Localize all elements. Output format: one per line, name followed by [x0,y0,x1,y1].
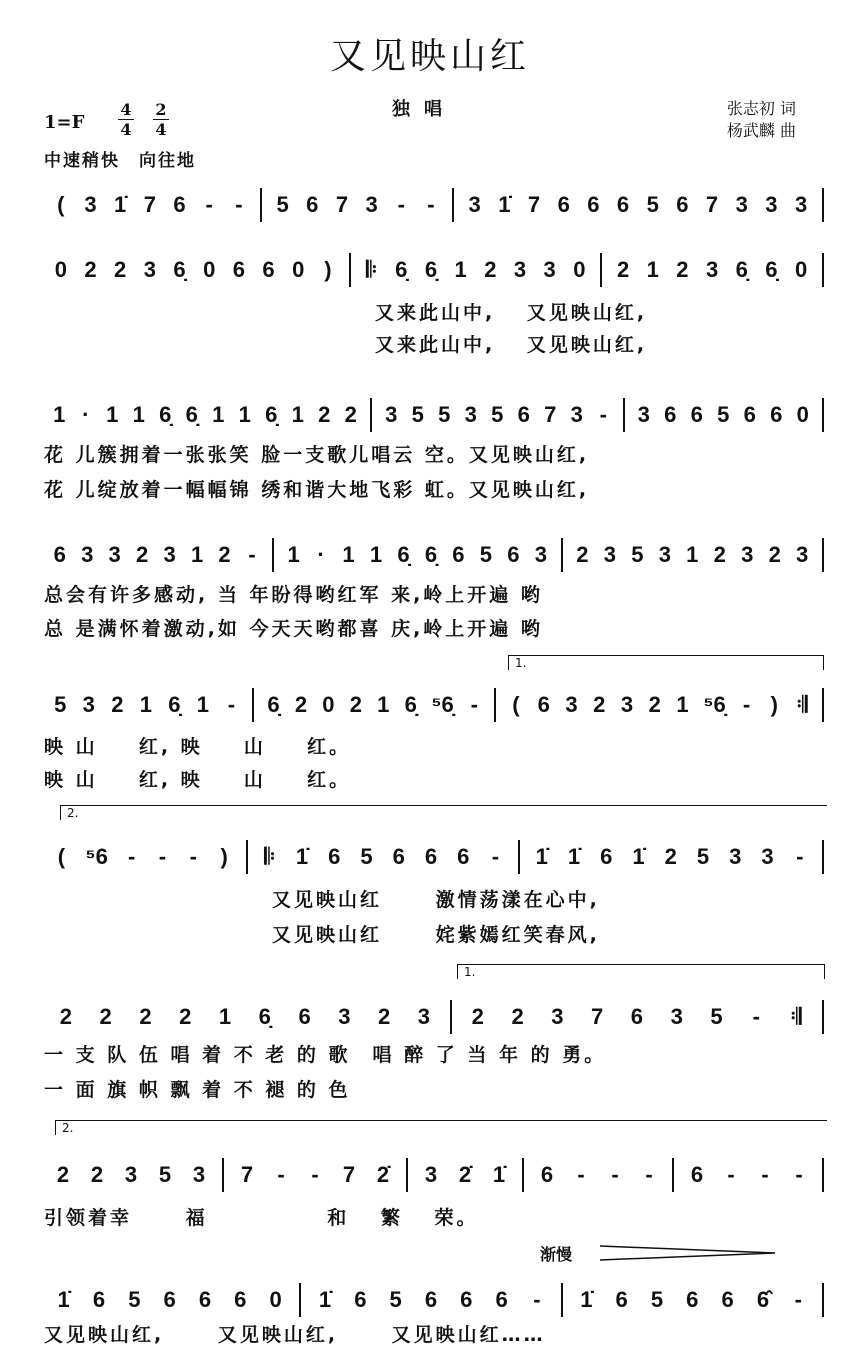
note: 3 [385,402,398,427]
note: 6 [557,192,570,217]
note: 3 [765,192,778,217]
note: 3 [464,402,477,427]
note: 2 [471,1004,484,1029]
note: 0 [269,1287,282,1312]
note: 2 [576,542,589,567]
note: - [794,1287,802,1312]
note: ⁵6 [85,844,108,869]
note: 3 [192,1162,206,1187]
note: · [317,542,325,567]
note: 1 [686,542,699,567]
note: ⁵6̣ [431,692,454,717]
note: 3 [82,692,95,717]
note: 6 [600,844,613,869]
note: 0 [573,257,586,282]
note: 6 [457,844,470,869]
score-system [40,1283,824,1317]
note: 1 [454,257,467,282]
note: 3 [761,844,774,869]
note: - [397,192,405,217]
note: 2 [484,257,497,282]
note: 2 [713,542,726,567]
measure [496,688,824,722]
volta-1: 1. [457,964,825,979]
note: 𝄇 [790,1004,802,1029]
note: 7 [544,402,557,427]
note: 3 [84,192,97,217]
song-title: 又见映山红 [329,36,530,77]
note: - [796,844,804,869]
time-denominator: 4 [120,120,132,139]
note: 6 [424,844,438,869]
lyric-line: 又来此山中, 又见映山红, [375,302,648,324]
score-system [40,538,824,572]
note: 2 [84,257,97,282]
measure [40,1283,301,1317]
note: 6̣ [173,257,186,282]
note: 1 [238,402,251,427]
note: 1̇ [632,844,645,869]
note: 1 [218,1004,232,1029]
note: 5 [276,192,289,217]
note: 3 [124,1162,138,1187]
note: - [727,1162,735,1187]
note: - [311,1162,319,1187]
lyric-line: 花 儿绽放着一幅幅锦 绣和谐大地飞彩 虹。又见映山红, [44,479,590,501]
note: 6 [163,1287,176,1312]
note: 2 [139,1004,152,1029]
note: 6 [690,402,703,427]
score-system [40,253,824,287]
note: 3 [81,542,94,567]
note: 6 [495,1287,508,1312]
measure [602,253,824,287]
note: - [761,1162,769,1187]
performance-type: 独唱 [392,99,456,120]
note: 2 [90,1162,104,1187]
measure [452,1000,824,1034]
note: 6̣ [735,257,748,282]
note: 2 [114,257,127,282]
note: 5 [411,402,424,427]
measure [262,188,454,222]
note: - [742,692,751,717]
note: ( [512,692,520,717]
note: 2̇ [458,1162,472,1187]
note: 3 [658,542,671,567]
score-system [40,1000,824,1034]
note: 6 [770,402,783,427]
time-signature [153,100,169,139]
note: 3 [513,257,527,282]
note: 6 [262,257,275,282]
note: ) [220,844,228,869]
lyric-line: 又见映山红 姹紫嫣红笑春风, [272,924,600,946]
note: 6̣ [395,257,408,282]
note: 7 [591,1004,604,1029]
note: 5 [360,844,373,869]
note: 3 [551,1004,564,1029]
note: 2 [648,692,661,717]
note: 5 [710,1004,723,1029]
measure [454,188,824,222]
volta-2: 2. [60,805,827,820]
note: 1 [132,402,145,427]
measure [520,840,824,874]
note: 2 [56,1162,70,1187]
lyric-line: 又来此山中, 又见映山红, [375,334,648,356]
note: 3 [729,844,742,869]
note: 5 [479,542,492,567]
measure [674,1158,824,1192]
note: 6 [306,192,319,217]
note: 6 [616,192,630,217]
time-signature [118,100,134,139]
measure [625,398,825,432]
note: 2 [349,692,362,717]
note: 1 [377,692,390,717]
note: 3 [603,542,616,567]
note: - [205,192,213,217]
lyric-line: 一 面 旗 帜 飘 着 不 褪 的 色 [44,1079,351,1101]
note: 6 [517,402,530,427]
note: 3 [365,192,378,217]
note: 3 [637,402,650,427]
measure [40,1158,224,1192]
note: 6 [686,1287,699,1312]
note: 6̣ [267,692,280,717]
note: 0 [203,257,216,282]
lyric-line: 映 山 红, 映 山 红。 [44,736,352,758]
note: 6̣ [168,692,181,717]
note: - [611,1162,619,1187]
note: 3 [570,402,583,427]
lyric-line: 引领着幸 福 和 繁 荣。 [44,1207,479,1229]
measure [301,1283,562,1317]
note: 0 [292,257,305,282]
note: 5 [54,692,67,717]
note: 1 [53,402,66,427]
note: 2 [344,402,357,427]
note: 6 [452,542,465,567]
note: 1̇ [498,192,511,217]
note: 6̣ [265,402,278,427]
note: 6̣ [159,402,172,427]
note: - [158,844,167,869]
note: 6 [630,1004,644,1029]
lyric-line: 又见映山红 激情荡漾在心中, [272,889,600,911]
note: 1̇ [535,844,548,869]
note: 2 [179,1004,192,1029]
note: 3 [565,692,578,717]
credits [727,98,796,142]
note: 3 [705,257,719,282]
note: 1 [287,542,300,567]
note: ⁵6̣ [703,692,726,717]
note: 1̇ [295,844,309,869]
note: 5 [128,1287,141,1312]
note: 1̇ [318,1287,332,1312]
measure [248,840,520,874]
measure [372,398,625,432]
note: - [645,1162,653,1187]
note: 2 [378,1004,391,1029]
note: 5 [438,402,451,427]
note: - [248,542,256,567]
note: 3 [534,542,547,567]
lyric-line: 总会有许多感动, 当 年盼得哟红军 来,岭上开遍 哟 [44,584,543,606]
note: 0 [322,692,335,717]
note: - [533,1287,541,1312]
lyric-line: 一 支 队 伍 唱 着 不 老 的 歌 唱 醉 了 当 年 的 勇。 [44,1044,607,1066]
note: 6 [676,192,689,217]
note: 1 [106,402,119,427]
note: 6 [690,1162,704,1187]
measure [40,538,274,572]
note: 0 [794,257,808,282]
note: - [127,844,136,869]
note: 3 [108,542,121,567]
note: 6̣ [185,402,198,427]
score-system [40,1158,824,1192]
score-system [40,688,824,722]
note: 1̇ [567,844,581,869]
note: - [235,192,243,217]
lyric-line: 总 是满怀着激动,如 今天天哟都喜 庆,岭上开遍 哟 [44,618,543,640]
note: 3 [468,192,481,217]
note: ( [57,192,65,217]
measure [40,253,351,287]
note: 2 [593,692,606,717]
note: 5 [631,542,644,567]
note: 6 [587,192,600,217]
note: 6̣ [397,542,410,567]
note: 3 [424,1162,438,1187]
measure [563,1283,824,1317]
note: 1̇ [580,1287,593,1312]
note: 5 [696,844,710,869]
note: - [427,192,435,217]
note: 0 [54,257,67,282]
note: - [277,1162,285,1187]
note: - [599,402,607,427]
lyric-line: 又见映山红, 又见映山红, 又见映山红…… [44,1324,546,1345]
note: 6 [392,844,405,869]
note: 1̇ [492,1162,506,1187]
note: 6 [540,1162,554,1187]
note: - [795,1162,803,1187]
note: 3 [417,1004,431,1029]
note: 1 [190,542,204,567]
note: 6 [92,1287,106,1312]
time-denominator: 4 [155,120,167,139]
note: 3 [741,542,754,567]
note: · [82,402,90,427]
note: 2 [59,1004,73,1029]
volta-1: 1. [508,655,824,670]
note: 𝄇 [796,692,808,717]
note: 6 [232,257,245,282]
ritardando-marking: 渐慢 [540,1245,573,1264]
note: 2 [664,844,677,869]
note: 6 [507,542,520,567]
note: 7 [240,1162,254,1187]
note: 5 [491,402,504,427]
note: 5 [650,1287,664,1312]
note: 1 [291,402,304,427]
note: 7 [527,192,541,217]
measure [563,538,824,572]
note: 3 [796,542,809,567]
note: 6 [615,1287,628,1312]
note: - [491,844,500,869]
note: 6 [328,844,341,869]
note: 1 [676,692,689,717]
note: 7 [342,1162,356,1187]
measure [224,1158,408,1192]
note: 6 [743,402,756,427]
note: 6 [234,1287,247,1312]
tempo-marking: 中速稍快 向往地 [44,151,196,171]
note: 3 [543,257,556,282]
score-system [40,840,824,874]
note: 6̣ [765,257,778,282]
note: ( [57,844,66,869]
key-signature: 1=F [44,112,85,133]
note: 3 [735,192,748,217]
note: 6 [173,192,186,217]
measure [40,840,248,874]
time-numerator: 4 [118,100,134,120]
note: 2̇ [376,1162,390,1187]
note: 1 [342,542,355,567]
time-numerator: 2 [153,100,169,120]
note: 5 [158,1162,172,1187]
note: 6̣ [404,692,417,717]
note: 6̣ [424,257,438,282]
note: 1 [369,542,383,567]
note: 2 [768,542,781,567]
note: 3 [794,192,808,217]
measure [274,538,563,572]
note: - [577,1162,585,1187]
score-system [40,188,824,222]
note: 2 [99,1004,112,1029]
note: 6̣ [424,542,438,567]
note: 7 [705,192,719,217]
note: 6 [721,1287,734,1312]
note: 𝄆 [366,257,377,282]
note: 2 [676,257,689,282]
note: 1 [646,257,659,282]
note: 6 [198,1287,212,1312]
measure [408,1158,524,1192]
note: 2 [511,1004,524,1029]
measure [524,1158,674,1192]
note: ) [324,257,332,282]
composer: 杨武麟 曲 [726,121,796,140]
note: 3 [143,257,156,282]
note: 2 [294,692,308,717]
decrescendo-hairpin [600,1243,780,1263]
measure [40,398,372,432]
volta-2: 2. [55,1120,827,1135]
note: 2 [616,257,630,282]
note: - [189,844,197,869]
note: 2 [218,542,231,567]
note: 5 [646,192,659,217]
note: 6 [424,1287,438,1312]
note: 1 [196,692,210,717]
note: 2 [318,402,331,427]
note: 6 [460,1287,473,1312]
lyric-line: 映 山 红, 映 山 红。 [44,769,352,791]
note: 6 [53,542,66,567]
measure [40,688,254,722]
note: 1̇ [57,1287,70,1312]
measure [40,1000,452,1034]
note: - [227,692,236,717]
measure [40,188,262,222]
note: 3 [670,1004,683,1029]
note: 6̂ [756,1287,770,1312]
note: 6 [354,1287,367,1312]
note: 7 [143,192,156,217]
note: 6 [664,402,677,427]
note: 2 [136,542,149,567]
note: - [470,692,478,717]
note: 6̣ [258,1004,271,1029]
note: 1 [212,402,225,427]
lyric-line: 花 儿簇拥着一张张笑 脸一支歌儿唱云 空。又见映山红, [44,444,590,466]
measure [254,688,496,722]
score-system [40,398,824,432]
measure [351,253,602,287]
note: 1 [139,692,152,717]
note: 7 [335,192,349,217]
note: 3 [620,692,634,717]
lyricist: 张志初 词 [726,99,796,118]
note: 2 [111,692,124,717]
note: 3 [338,1004,351,1029]
note: - [752,1004,760,1029]
note: 3 [163,542,176,567]
note: 1̇ [114,192,127,217]
note: ) [770,692,778,717]
note: 𝄆 [264,844,276,869]
note: 5 [389,1287,402,1312]
note: 5 [717,402,730,427]
note: 6 [298,1004,311,1029]
note: 0 [796,402,809,427]
note: 6 [537,692,550,717]
